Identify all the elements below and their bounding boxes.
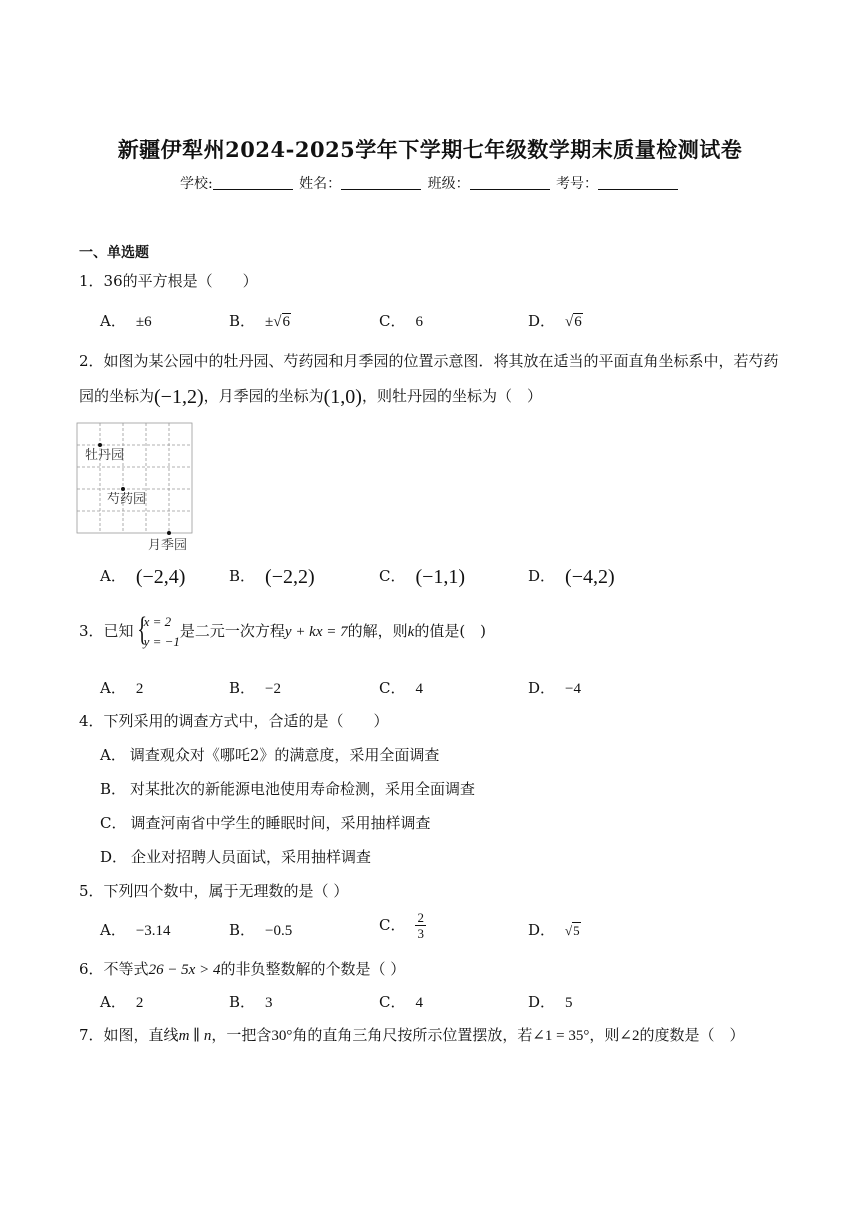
mudan-point — [98, 443, 102, 447]
q5-option-d: D． √5 — [528, 921, 580, 939]
question-2-line-1 — [79, 350, 779, 371]
shaoyao-point — [121, 487, 125, 491]
q4-option-d: D． 企业对招聘人员面试，采用抽样调查 — [100, 848, 372, 866]
q1-option-b: B． ±√6 — [229, 312, 290, 330]
q6-option-a: A． 2 — [100, 993, 144, 1011]
q5-option-b: B． −0.5 — [229, 921, 293, 939]
question-1 — [79, 270, 258, 291]
q5-option-c: C． $\frac{2}{3}$ — [379, 910, 424, 941]
question-number: 6． — [79, 960, 104, 978]
q3-option-a: A． 2 — [100, 679, 144, 697]
name-label: 姓名： — [299, 176, 342, 192]
question-text: 下列四个数中，属于无理数的是（ ） — [103, 882, 349, 900]
yueji-point — [167, 531, 171, 535]
q5-option-a: A． −3.14 — [100, 921, 171, 939]
q2-option-a: A． (−2,4) — [100, 566, 186, 588]
q1-option-a: A． ±6 — [100, 312, 152, 330]
coord-shaoyao: (−1,2) — [154, 386, 204, 408]
q4-option-b: B． 对某批次的新能源电池使用寿命检测，采用全面调查 — [100, 780, 476, 798]
q2-option-d: D． (−4,2) — [528, 566, 615, 588]
inequality: 26 − 5x > 4 — [148, 962, 221, 978]
school-blank[interactable] — [213, 175, 293, 190]
exam-no-label: 考号： — [556, 176, 599, 192]
question-4 — [79, 710, 389, 731]
q6-option-b: B． 3 — [229, 993, 273, 1011]
linear-equation: y + kx = 7 — [284, 624, 348, 640]
yueji-label: 月季园 — [148, 538, 188, 553]
class-label: 班级： — [427, 176, 470, 192]
question-3: 3．已知 { x = 2 y = −1 是二元一次方程y + kx = 7的解，则k的值是( ) — [79, 612, 486, 652]
exam-no-blank[interactable] — [598, 175, 678, 190]
question-6: 6．不等式26 − 5x > 4的非负整数解的个数是（ ） — [79, 960, 406, 978]
coord-yueji: (1,0) — [323, 386, 362, 408]
q3-option-d: D． −4 — [528, 679, 581, 697]
q3-option-c: C． 4 — [379, 679, 423, 697]
mudan-label: 牡丹园 — [85, 448, 125, 463]
question-text: 36的平方根是（ ） — [103, 272, 258, 290]
q2-option-b: B． (−2,2) — [229, 566, 315, 588]
q6-option-c: C． 4 — [379, 993, 423, 1011]
question-number: 7． — [79, 1026, 104, 1044]
question-number: 3． — [79, 622, 104, 640]
q2-option-c: C． (−1,1) — [379, 566, 466, 588]
question-number: 1． — [79, 272, 104, 290]
student-info-line — [0, 173, 860, 193]
park-grid-figure — [76, 422, 206, 554]
page-title: 新疆伊犁州2024-2025学年下学期七年级数学期末质量检测试卷 — [117, 137, 743, 162]
question-text: 下列采用的调查方式中，合适的是（ ） — [103, 712, 389, 730]
class-blank[interactable] — [470, 175, 550, 190]
q6-option-d: D． 5 — [528, 993, 573, 1011]
school-label: 学校: — [179, 176, 213, 192]
question-2-line-2: 园的坐标为(−1,2)，月季园的坐标为(1,0)，则牡丹园的坐标为（ ） — [79, 386, 542, 408]
q3-option-b: B． −2 — [229, 679, 281, 697]
name-blank[interactable] — [341, 175, 421, 190]
q1-option-d: D． √6 — [528, 312, 582, 330]
equation-system: { x = 2 y = −1 — [136, 611, 180, 649]
q4-option-a: A． 调查观众对《哪吒2》的满意度，采用全面调查 — [100, 746, 440, 764]
q1-option-c: C． 6 — [379, 312, 423, 330]
question-5 — [79, 880, 348, 901]
question-number: 5． — [79, 882, 104, 900]
question-number: 2． — [79, 352, 104, 370]
question-7: 7．如图，直线m ∥ n，一把含30°角的直角三角尺按所示位置摆放，若∠1 = 35°，则∠2的度数是（ ） — [79, 1026, 745, 1044]
shaoyao-label: 芍药园 — [107, 492, 147, 507]
question-number: 4． — [79, 712, 104, 730]
q4-option-c: C． 调查河南省中学生的睡眠时间，采用抽样调查 — [100, 814, 431, 832]
section-heading: 一、单选题 — [79, 245, 149, 261]
question-text: 如图为某公园中的牡丹园、芍药园和月季园的位置示意图．将其放在适当的平面直角坐标系中，若芍药 — [103, 352, 779, 370]
